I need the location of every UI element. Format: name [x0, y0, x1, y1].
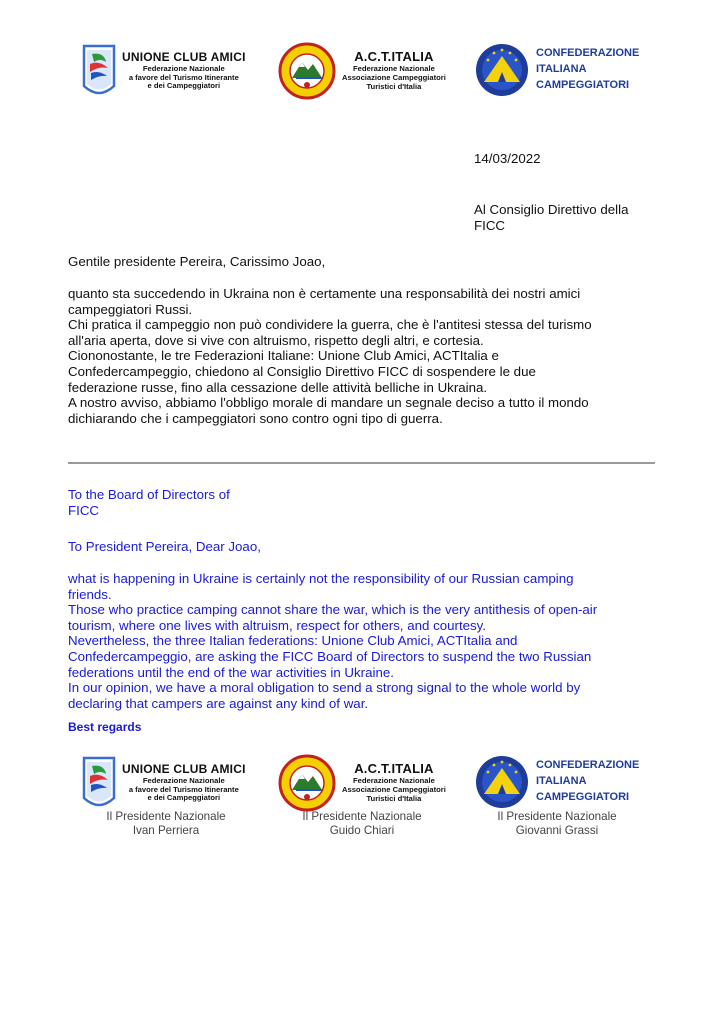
english-body: [68, 571, 668, 711]
italian-line: dichiarando che i campeggiatori sono contro ogni tipo di guerra.: [68, 410, 443, 426]
cic-line2: ITALIANA: [536, 775, 587, 788]
english-line: Confedercampeggio, are asking the FICC Board of Directors to suspend the two Russian: [68, 648, 592, 664]
uca-header: [82, 42, 246, 100]
signature-title: Il Presidente Nazionale: [302, 810, 422, 823]
italian-line: Ciononostante, le tre Federazioni Italiane: Unione Club Amici, ACTItalia e: [68, 348, 499, 364]
act-footer: [278, 754, 446, 812]
italian-line: federazione russe, fino alla cessazione delle attività belliche in Ukraina.: [68, 379, 488, 395]
signature-act: [262, 810, 462, 837]
act-logo-icon: [278, 754, 336, 812]
cic-line3: CAMPEGGIATORI: [536, 790, 630, 803]
italian-body: [68, 286, 668, 426]
english-recipient-line2: FICC: [68, 502, 100, 518]
english-line: tourism, where one lives with altruism, respect for others, and courtesy.: [68, 617, 487, 633]
english-line: friends.: [68, 586, 112, 602]
cic-line3: CAMPEGGIATORI: [536, 78, 630, 91]
signature-cic: [457, 810, 657, 837]
act-sub2: Associazione Campeggiatori: [342, 785, 446, 795]
uca-sub2: a favore del Turismo Itinerante: [128, 72, 239, 82]
signature-name: Ivan Perriera: [132, 823, 200, 837]
act-sub1: Federazione Nazionale: [352, 64, 435, 74]
recipient-line1: Al Consiglio Direttivo della: [474, 202, 629, 217]
italian-greeting: Gentile presidente Pereira, Carissimo Joao,: [68, 254, 326, 269]
act-sub3: Turistici d'Italia: [366, 81, 422, 91]
cic-header: [474, 42, 639, 98]
uca-sub2: a favore del Turismo Itinerante: [128, 784, 239, 794]
signature-name: Giovanni Grassi: [515, 823, 599, 837]
english-greeting: To President Pereira, Dear Joao,: [68, 539, 261, 554]
cic-line2: ITALIANA: [536, 63, 587, 76]
cic-logo-icon: [474, 754, 530, 810]
english-line: what is happening in Ukraine is certainly not the responsibility of our Russian camping: [68, 571, 574, 586]
italian-line: Chi pratica il campeggio non può condividere la guerra, che è l'antitesi stessa del turismo: [68, 317, 592, 333]
act-sub3: Turistici d'Italia: [366, 793, 422, 803]
uca-logo-icon: [82, 754, 116, 812]
signature-title: Il Presidente Nazionale: [497, 810, 617, 823]
cic-logo-icon: [474, 42, 530, 98]
english-line: In our opinion, we have a moral obligation to send a strong signal to the whole world by: [68, 680, 581, 696]
uca-name: UNIONE CLUB AMICI: [122, 762, 246, 777]
uca-sub1: Federazione Nazionale: [142, 775, 225, 785]
uca-logo-icon: [82, 42, 116, 100]
italian-line: campeggiatori Russi.: [68, 301, 193, 317]
cic-line1: CONFEDERAZIONE: [536, 47, 640, 60]
italian-line: quanto sta succedendo in Ukraina non è certamente una responsabilità dei nostri amici: [68, 286, 581, 301]
italian-line: Confedercampeggio, chiedono al Consiglio Direttivo FICC di sospendere le due: [68, 363, 536, 379]
act-sub1: Federazione Nazionale: [352, 776, 435, 786]
act-sub2: Associazione Campeggiatori: [342, 73, 446, 83]
closing: Best regards: [68, 720, 142, 734]
act-name: A.C.T.ITALIA: [354, 49, 434, 65]
uca-sub3: e dei Campeggiatori: [147, 793, 221, 803]
italian-line: A nostro avviso, abbiamo l'obbligo morale di mandare un segnale deciso a tutto il mondo: [68, 395, 589, 411]
english-line: federations until the end of the war activities in Ukraine.: [68, 664, 394, 680]
english-recipient-line1: To the Board of Directors of: [68, 487, 230, 502]
recipient-line2: FICC: [474, 217, 506, 233]
english-line: declaring that campers are against any kind of war.: [68, 695, 369, 711]
act-name: A.C.T.ITALIA: [354, 761, 434, 777]
letter-date: 14/03/2022: [474, 151, 541, 166]
english-line: Those who practice camping cannot share the war, which is the very antithesis of open-air: [68, 602, 598, 618]
english-recipient: [68, 487, 230, 518]
uca-sub3: e dei Campeggiatori: [147, 81, 221, 91]
act-logo-icon: [278, 42, 336, 100]
italian-line: all'aria aperta, dove si vive con altruismo, rispetto degli altri, e cortesia.: [68, 332, 484, 348]
section-divider: [68, 462, 655, 464]
act-header: [278, 42, 446, 100]
uca-name: UNIONE CLUB AMICI: [122, 50, 246, 65]
uca-sub1: Federazione Nazionale: [142, 63, 225, 73]
cic-line1: CONFEDERAZIONE: [536, 759, 640, 772]
recipient-block: [474, 202, 628, 233]
signature-title: Il Presidente Nazionale: [106, 810, 226, 823]
signature-uca: [66, 810, 266, 837]
cic-footer: [474, 754, 639, 810]
english-line: Nevertheless, the three Italian federations: Unione Club Amici, ACTItalia and: [68, 633, 518, 649]
signature-name: Guido Chiari: [329, 823, 395, 837]
uca-footer: [82, 754, 246, 812]
